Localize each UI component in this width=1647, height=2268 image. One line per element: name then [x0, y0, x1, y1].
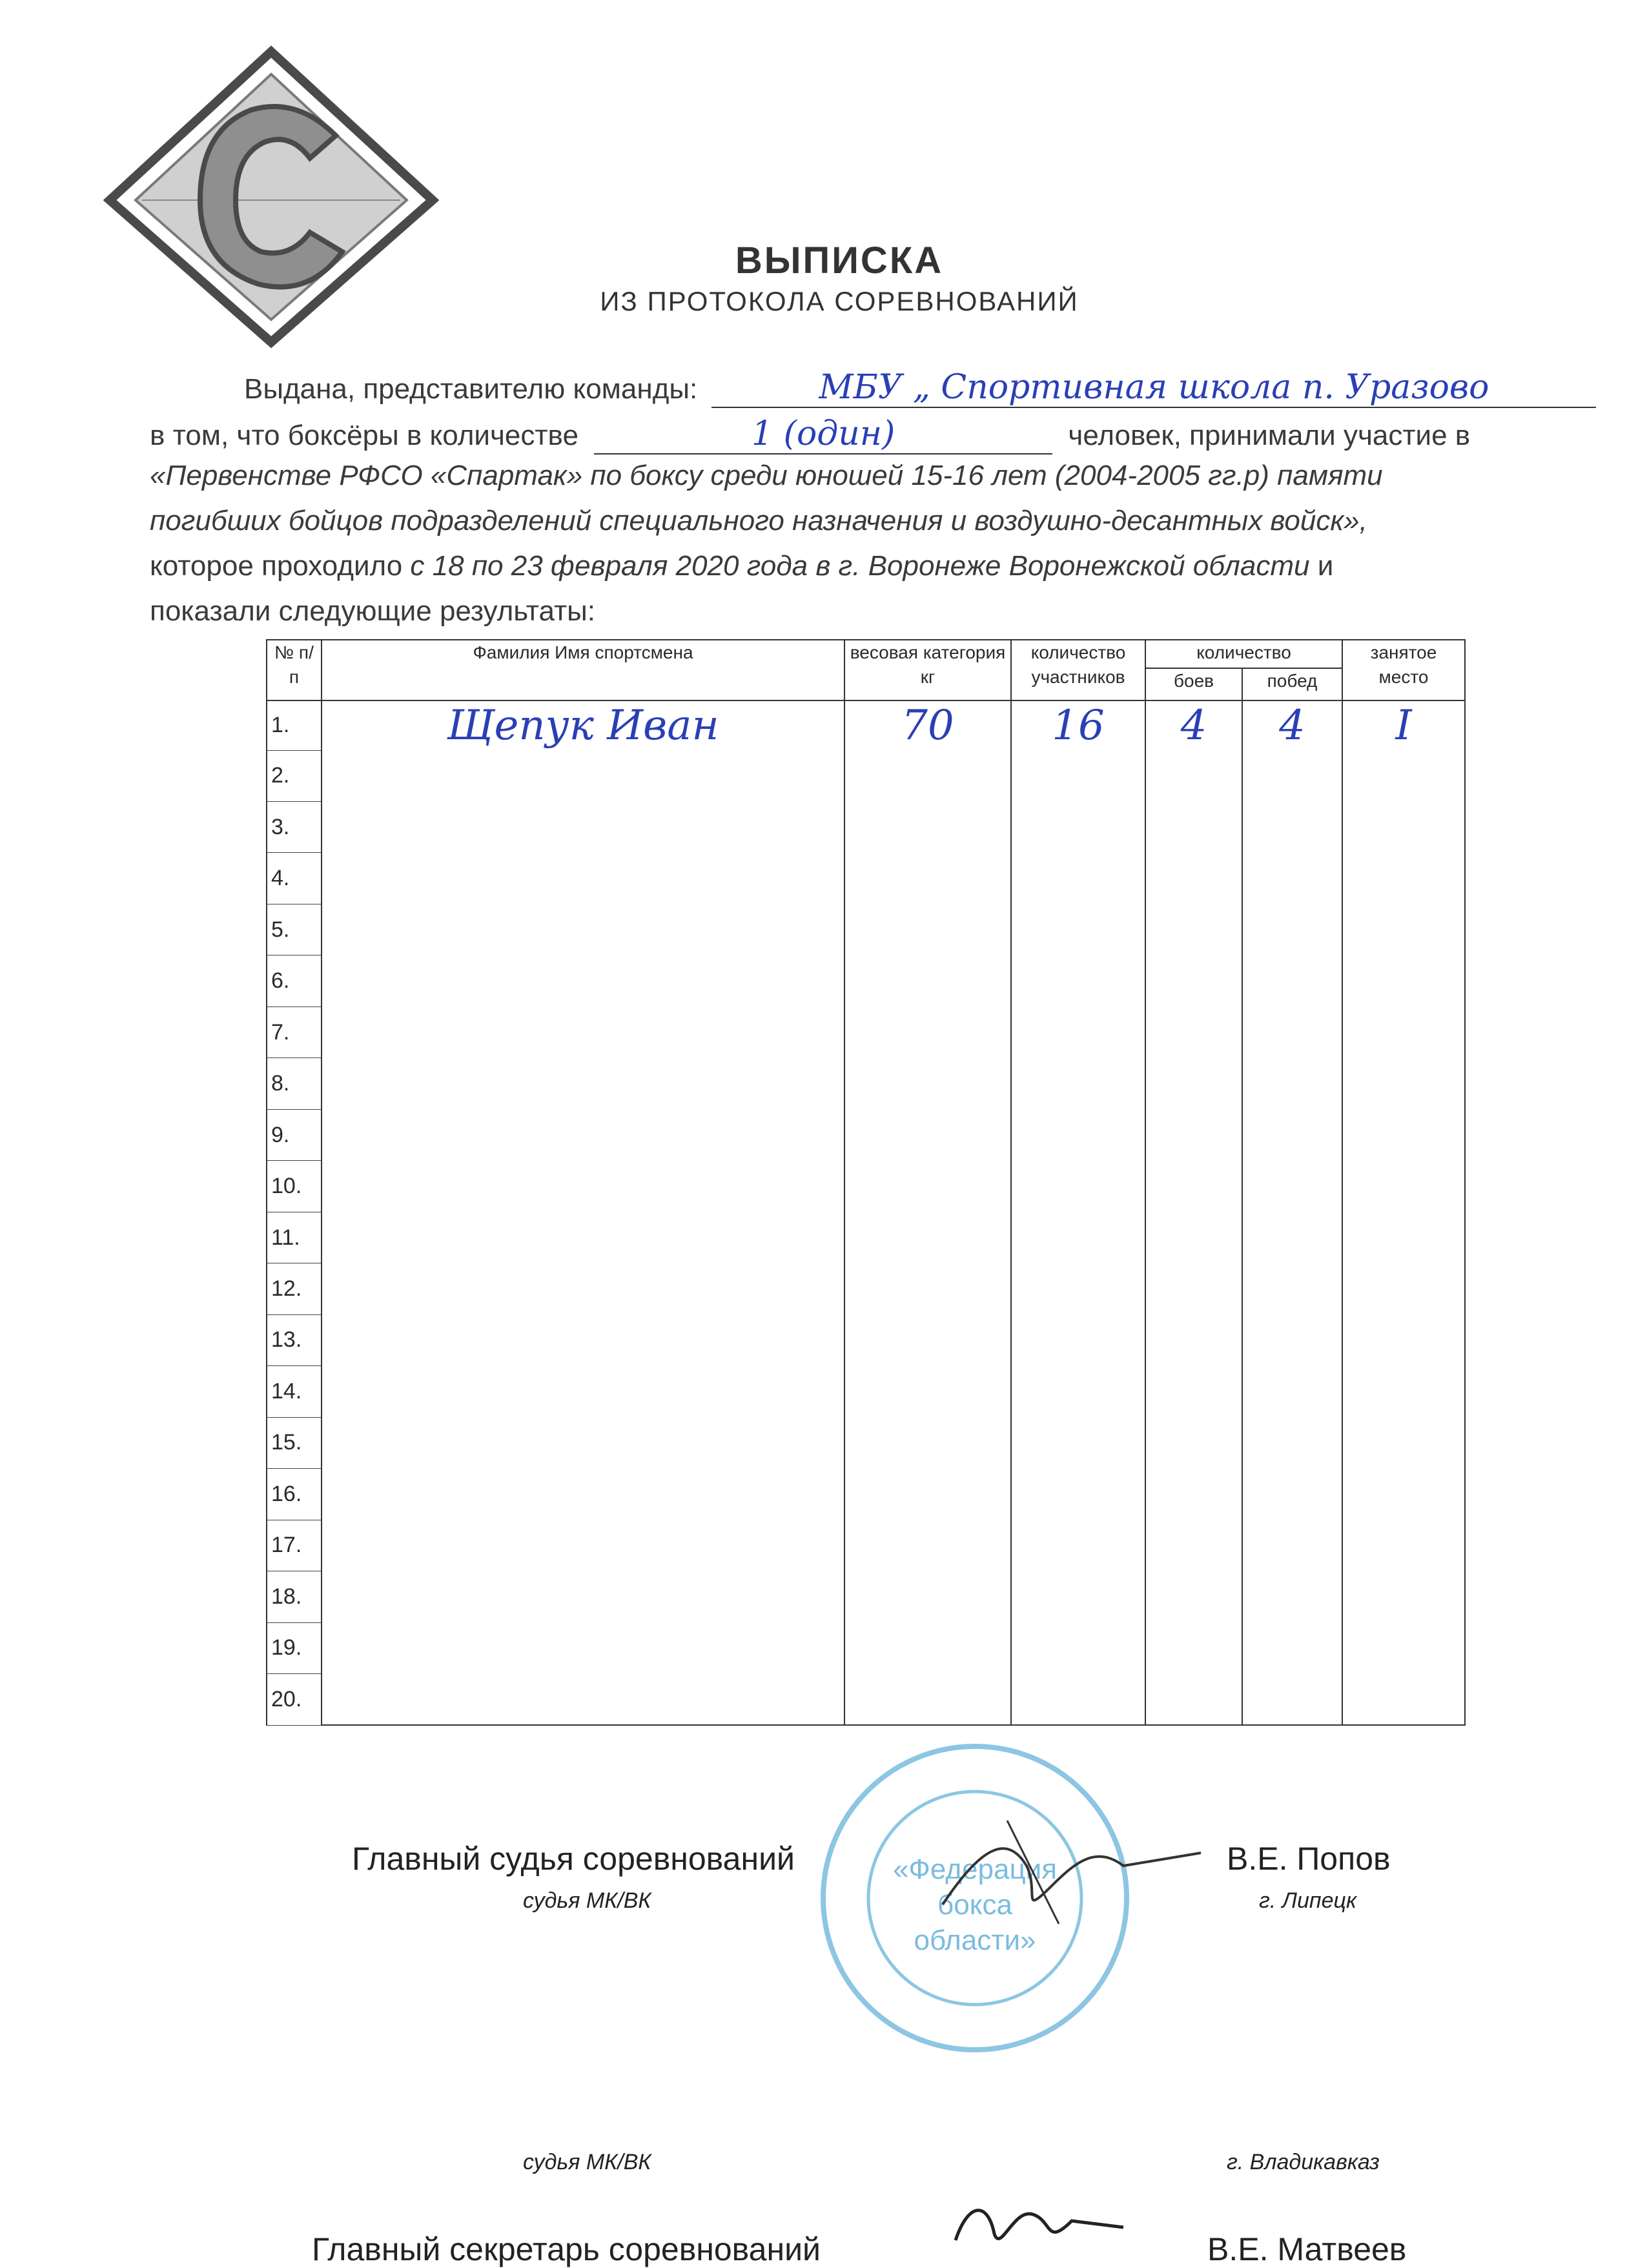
- athlete-name-cell: [322, 1006, 844, 1057]
- place-cell: [1342, 904, 1465, 955]
- row-number-cell: 1.: [267, 700, 322, 750]
- row-number-cell: 18.: [267, 1571, 322, 1622]
- row-number-cell: 6.: [267, 955, 322, 1006]
- participants-cell: [1011, 1469, 1145, 1520]
- place-cell: [1342, 1622, 1465, 1673]
- header-place: занятое место: [1342, 640, 1465, 700]
- row-number-cell: 5.: [267, 904, 322, 955]
- table-row: [267, 700, 1465, 750]
- athlete-name-cell: [322, 1109, 844, 1160]
- participants-cell: [1011, 1161, 1145, 1212]
- table-row: [267, 1622, 1465, 1673]
- participants-cell: [1011, 802, 1145, 853]
- place-cell: [1342, 1263, 1465, 1314]
- secretary-role: Главный секретарь соревнований: [312, 2231, 821, 2267]
- place-cell: [1342, 853, 1465, 904]
- wins-cell: [1242, 955, 1342, 1006]
- header-weight: весовая категория кг: [844, 640, 1011, 700]
- weight-cell: [844, 955, 1011, 1006]
- fights-cell: [1145, 1263, 1242, 1314]
- judge-city: г. Липецк: [1259, 1888, 1356, 1913]
- participants-cell: [1011, 1058, 1145, 1109]
- participants-cell: [1011, 955, 1145, 1006]
- stamp-text: «Федерация бокса области»: [892, 1854, 1058, 1956]
- wins-cell: [1242, 1366, 1342, 1417]
- fights-cell: [1145, 1314, 1242, 1365]
- header-count-group: количество: [1145, 640, 1342, 668]
- place-cell: [1342, 1006, 1465, 1057]
- fights-cell: [1145, 1212, 1242, 1263]
- table-row: [267, 1469, 1465, 1520]
- table-row: [267, 1520, 1465, 1571]
- fights-cell: [1145, 1058, 1242, 1109]
- participants-cell: [1011, 1622, 1145, 1673]
- wins-cell: [1242, 1006, 1342, 1057]
- wins-cell: 4: [1242, 700, 1342, 750]
- table-row: [267, 1673, 1465, 1725]
- place-cell: I: [1342, 700, 1465, 750]
- athlete-name-cell: [322, 1212, 844, 1263]
- document-subtitle: ИЗ ПРОТОКОЛА СОРЕВНОВАНИЙ: [600, 286, 1079, 316]
- header-name: Фамилия Имя спортсмена: [322, 640, 844, 700]
- place-cell: [1342, 1314, 1465, 1365]
- participants-cell: [1011, 1212, 1145, 1263]
- weight-cell: [844, 1212, 1011, 1263]
- table-row: [267, 1314, 1465, 1365]
- participants-cell: [1011, 1417, 1145, 1468]
- fights-cell: [1145, 750, 1242, 801]
- weight-cell: [844, 1314, 1011, 1365]
- row-number-cell: 12.: [267, 1263, 322, 1314]
- results-table: [266, 639, 1466, 1726]
- wins-cell: [1242, 750, 1342, 801]
- weight-cell: [844, 1520, 1011, 1571]
- participants-cell: [1011, 904, 1145, 955]
- row-number-cell: 15.: [267, 1417, 322, 1468]
- results-label: показали следующие результаты:: [150, 595, 595, 627]
- table-row: [267, 802, 1465, 853]
- place-cell: [1342, 750, 1465, 801]
- wins-cell: [1242, 1673, 1342, 1725]
- row-number-cell: 4.: [267, 853, 322, 904]
- held-line: которое проходило с 18 по 23 февраля 2020 года в г. Воронеже Воронежской области и: [150, 550, 1334, 582]
- judge-role: Главный судья соревнований: [352, 1841, 795, 1877]
- weight-cell: [844, 1673, 1011, 1725]
- participants-cell: [1011, 1571, 1145, 1622]
- wins-cell: [1242, 1109, 1342, 1160]
- boxers-suffix: человек, принимали участие в: [1068, 420, 1471, 451]
- weight-cell: [844, 1417, 1011, 1468]
- participants-cell: [1011, 1673, 1145, 1725]
- athlete-name-cell: [322, 1161, 844, 1212]
- fights-cell: [1145, 1161, 1242, 1212]
- place-cell: [1342, 1058, 1465, 1109]
- athlete-name-cell: [322, 1366, 844, 1417]
- participants-cell: [1011, 1109, 1145, 1160]
- issued-line: [244, 368, 1596, 408]
- athlete-name-cell: [322, 1673, 844, 1725]
- weight-cell: 70: [844, 700, 1011, 750]
- header-fights: боев: [1145, 668, 1242, 700]
- issued-label: Выдана, представителю команды:: [244, 373, 698, 405]
- wins-cell: [1242, 1622, 1342, 1673]
- weight-cell: [844, 1469, 1011, 1520]
- weight-cell: [844, 750, 1011, 801]
- fights-cell: [1145, 955, 1242, 1006]
- place-cell: [1342, 802, 1465, 853]
- table-row: [267, 955, 1465, 1006]
- wins-cell: [1242, 1520, 1342, 1571]
- row-number-cell: 10.: [267, 1161, 322, 1212]
- athlete-name-cell: Щепук Иван: [322, 700, 844, 750]
- weight-cell: [844, 1109, 1011, 1160]
- table-row: [267, 1571, 1465, 1622]
- table-row: [267, 853, 1465, 904]
- header-participants: количество участников: [1011, 640, 1145, 700]
- wins-cell: [1242, 1058, 1342, 1109]
- table-row: [267, 1109, 1465, 1160]
- fights-cell: [1145, 1520, 1242, 1571]
- participants-cell: 16: [1011, 700, 1145, 750]
- row-number-cell: 9.: [267, 1109, 322, 1160]
- participants-cell: [1011, 1263, 1145, 1314]
- judge-qualification: судья МК/ВК: [523, 1888, 651, 1913]
- athlete-name-cell: [322, 1314, 844, 1365]
- place-cell: [1342, 1571, 1465, 1622]
- place-cell: [1342, 1212, 1465, 1263]
- fights-cell: [1145, 1673, 1242, 1725]
- place-cell: [1342, 1109, 1465, 1160]
- fights-cell: [1145, 1469, 1242, 1520]
- table-row: [267, 1417, 1465, 1468]
- wins-cell: [1242, 853, 1342, 904]
- table-row: [267, 1366, 1465, 1417]
- secretary-signature: [943, 2195, 1136, 2260]
- judge-signature: [930, 1808, 1214, 1937]
- wins-cell: [1242, 1417, 1342, 1468]
- table-row: [267, 750, 1465, 801]
- athlete-name-cell: [322, 750, 844, 801]
- row-number-cell: 7.: [267, 1006, 322, 1057]
- fights-cell: [1145, 802, 1242, 853]
- participants-cell: [1011, 1366, 1145, 1417]
- fights-cell: [1145, 1622, 1242, 1673]
- wins-cell: [1242, 904, 1342, 955]
- athlete-name-cell: [322, 1520, 844, 1571]
- participants-cell: [1011, 750, 1145, 801]
- place-cell: [1342, 1161, 1465, 1212]
- athlete-name-cell: [322, 1263, 844, 1314]
- athlete-name-cell: [322, 1571, 844, 1622]
- table-row: [267, 1212, 1465, 1263]
- secretary-city: г. Владикавказ: [1227, 2150, 1380, 2174]
- fights-cell: [1145, 853, 1242, 904]
- row-number-cell: 3.: [267, 802, 322, 853]
- athlete-name-cell: [322, 802, 844, 853]
- wins-cell: [1242, 1314, 1342, 1365]
- place-cell: [1342, 1366, 1465, 1417]
- wins-cell: [1242, 1571, 1342, 1622]
- weight-cell: [844, 853, 1011, 904]
- wins-cell: [1242, 802, 1342, 853]
- weight-cell: [844, 802, 1011, 853]
- row-number-cell: 8.: [267, 1058, 322, 1109]
- athlete-name-cell: [322, 955, 844, 1006]
- header-wins: побед: [1242, 668, 1342, 700]
- judge-name: В.Е. Попов: [1227, 1841, 1391, 1877]
- boxers-count-line: [150, 414, 1470, 455]
- weight-cell: [844, 1161, 1011, 1212]
- fights-cell: [1145, 1417, 1242, 1468]
- table-row: [267, 1058, 1465, 1109]
- participants-cell: [1011, 1520, 1145, 1571]
- place-cell: [1342, 1417, 1465, 1468]
- athlete-name-cell: [322, 904, 844, 955]
- weight-cell: [844, 1006, 1011, 1057]
- table-row: [267, 1161, 1465, 1212]
- weight-cell: [844, 1366, 1011, 1417]
- event-line-1: «Первенстве РФСО «Спартак» по боксу среди юношей 15-16 лет (2004-2005 гг.р) памяти: [150, 460, 1383, 491]
- place-cell: [1342, 955, 1465, 1006]
- place-cell: [1342, 1469, 1465, 1520]
- athlete-name-cell: [322, 1469, 844, 1520]
- row-number-cell: 11.: [267, 1212, 322, 1263]
- wins-cell: [1242, 1263, 1342, 1314]
- place-cell: [1342, 1673, 1465, 1725]
- row-number-cell: 2.: [267, 750, 322, 801]
- table-row: [267, 904, 1465, 955]
- spartak-logo: [103, 39, 439, 349]
- secretary-name: В.Е. Матвеев: [1207, 2231, 1407, 2267]
- weight-cell: [844, 904, 1011, 955]
- row-number-cell: 20.: [267, 1673, 322, 1725]
- document-title: ВЫПИСКА: [735, 240, 944, 281]
- fights-cell: [1145, 1006, 1242, 1057]
- table-row: [267, 1006, 1465, 1057]
- secretary-qualification: судья МК/ВК: [523, 2150, 651, 2174]
- document-heading: [465, 239, 1214, 317]
- fights-cell: [1145, 1366, 1242, 1417]
- count-handwritten: 1 (один): [594, 414, 1052, 455]
- athlete-name-cell: [322, 1417, 844, 1468]
- boxers-prefix: в том, что боксёры в количестве: [150, 420, 578, 451]
- participants-cell: [1011, 1006, 1145, 1057]
- fights-cell: [1145, 1571, 1242, 1622]
- weight-cell: [844, 1571, 1011, 1622]
- athlete-name-cell: [322, 853, 844, 904]
- event-line-2: погибших бойцов подразделений специального назначения и воздушно-десантных войск»,: [150, 505, 1367, 536]
- weight-cell: [844, 1263, 1011, 1314]
- table-row: [267, 1263, 1465, 1314]
- row-number-cell: 14.: [267, 1366, 322, 1417]
- weight-cell: [844, 1622, 1011, 1673]
- team-handwritten: МБУ „ Спортивная школа п. Уразово: [711, 368, 1596, 408]
- fights-cell: [1145, 904, 1242, 955]
- wins-cell: [1242, 1469, 1342, 1520]
- row-number-cell: 17.: [267, 1520, 322, 1571]
- wins-cell: [1242, 1212, 1342, 1263]
- wins-cell: [1242, 1161, 1342, 1212]
- weight-cell: [844, 1058, 1011, 1109]
- athlete-name-cell: [322, 1622, 844, 1673]
- header-num: № п/п: [267, 640, 322, 700]
- row-number-cell: 16.: [267, 1469, 322, 1520]
- row-number-cell: 13.: [267, 1314, 322, 1365]
- fights-cell: [1145, 1109, 1242, 1160]
- athlete-name-cell: [322, 1058, 844, 1109]
- participants-cell: [1011, 853, 1145, 904]
- place-cell: [1342, 1520, 1465, 1571]
- row-number-cell: 19.: [267, 1622, 322, 1673]
- participants-cell: [1011, 1314, 1145, 1365]
- fights-cell: 4: [1145, 700, 1242, 750]
